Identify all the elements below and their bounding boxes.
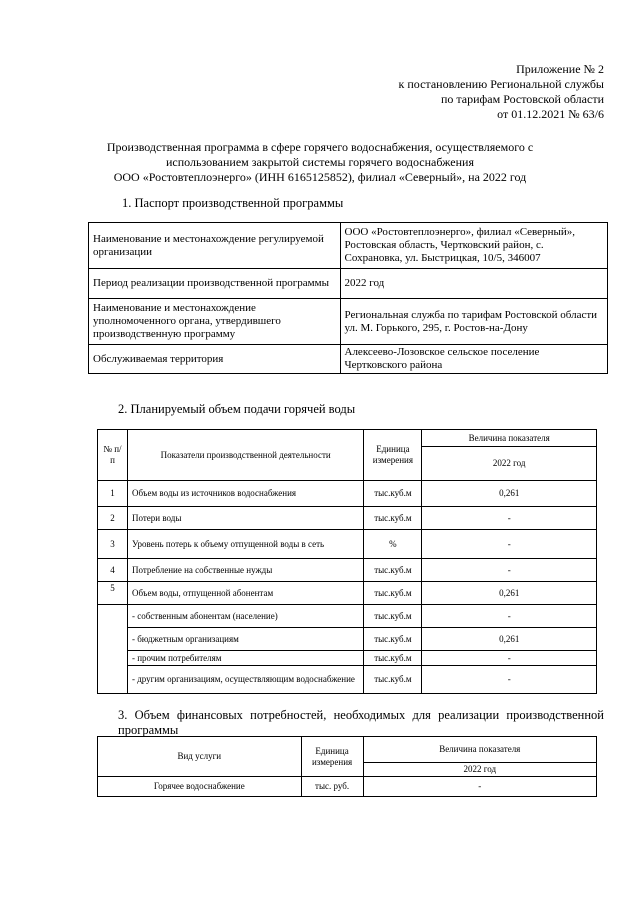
row-num: 3 [98,530,128,559]
header-cell: Единица измерения [364,430,422,481]
title-line: Производственная программа в сфере горячего водоснабжения, осуществляемого с [106,140,534,154]
row-name: Объем воды, отпущенной абонентам [127,582,363,605]
row-name: Потери воды [127,507,363,530]
row-name: - прочим потребителям [127,651,363,666]
row-name: - бюджетным организациям [127,628,363,651]
row-service: Горячее водоснабжение [98,777,302,797]
row-name: Потребление на собственные нужды [127,559,363,582]
row-num: 1 [98,481,128,507]
header-cell: Единица измерения [301,737,363,777]
table-cell: 2022 год [340,269,608,299]
table-cell: Период реализации производственной программы [89,269,341,299]
row-name: - собственным абонентам (население) [127,605,363,628]
table-cell: Наименование и местонахождение регулируемой организации [89,223,341,269]
table-cell: Региональная служба по тарифам Ростовской области ул. М. Горького, 295, г. Ростов-на-Дону [340,299,608,345]
appendix-line: Приложение № 2 [516,62,604,76]
header-cell: 2022 год [363,763,596,777]
row-value: 0,261 [422,582,597,605]
row-unit: % [364,530,422,559]
document-title [60,140,580,185]
header-cell: Вид услуги [98,737,302,777]
table-row [98,651,597,666]
passport-table [88,222,608,374]
title-line: ООО «Ростовтеплоэнерго» (ИНН 6165125852), филиал «Северный», на 2022 год [113,170,527,184]
table-cell: Наименование и местонахождение уполномоченного органа, утвердившего производственную программу [89,299,341,345]
table-row [98,530,597,559]
table-row [98,481,597,507]
appendix-line: от 01.12.2021 № 63/6 [497,107,604,121]
row-value: - [422,605,597,628]
row-value: - [422,507,597,530]
row-unit: тыс.куб.м [364,628,422,651]
table-row [89,345,608,374]
table-row [89,299,608,345]
table-row [98,777,597,797]
row-name: - другим организациям, осуществляющим водоснабжение [127,666,363,694]
table-row [98,582,597,605]
header-cell: Величина показателя [422,430,597,447]
row-unit: тыс.куб.м [364,559,422,582]
header-cell: Величина показателя [363,737,596,763]
table-row [98,559,597,582]
row-unit: тыс.куб.м [364,666,422,694]
row-num: 4 [98,559,128,582]
table-row [98,666,597,694]
table-row [98,628,597,651]
row-value: - [422,530,597,559]
financial-table [97,736,597,797]
row-value: - [422,559,597,582]
appendix-block [399,62,604,122]
row-value: 0,261 [422,628,597,651]
row-unit: тыс.куб.м [364,481,422,507]
table-header-row [98,430,597,447]
row-num: 5 [98,582,128,605]
appendix-line: по тарифам Ростовской области [440,92,604,106]
table-cell: Алексеево-Лозовское сельское поселение Чертковского района [340,345,608,374]
table-cell: ООО «Ростовтеплоэнерго», филиал «Северный», Ростовская область, Чертковский район, с. Сохрановка, ул. Быстрицкая, 10/5, 346007 [340,223,608,269]
row-unit: тыс.куб.м [364,582,422,605]
table-header-row [98,737,597,763]
title-line: использованием закрытой системы горячего водоснабжения [166,155,474,169]
header-cell: Показатели производственной деятельности [127,430,363,481]
row-unit: тыс. руб. [301,777,363,797]
row-num [98,605,128,694]
row-unit: тыс.куб.м [364,605,422,628]
table-row [89,269,608,299]
row-value: - [422,651,597,666]
appendix-line: к постановлению Региональной службы [398,77,604,91]
header-cell: 2022 год [422,447,597,481]
table-row [98,507,597,530]
table-row [89,223,608,269]
section2-heading: 2. Планируемый объем подачи горячей воды [118,402,356,416]
row-unit: тыс.куб.м [364,507,422,530]
section3-heading: 3. Объем финансовых потребностей, необходимых для реализации производственной программы [118,708,604,737]
table-cell: Обслуживаемая территория [89,345,341,374]
header-cell: № п/п [98,430,128,481]
row-value: 0,261 [422,481,597,507]
row-value: - [363,777,596,797]
row-name: Объем воды из источников водоснабжения [127,481,363,507]
water-volume-table [97,429,597,694]
row-value: - [422,666,597,694]
section1-heading: 1. Паспорт производственной программы [122,196,344,210]
row-unit: тыс.куб.м [364,651,422,666]
table-row [98,605,597,628]
row-name: Уровень потерь к объему отпущенной воды в сеть [127,530,363,559]
row-num: 2 [98,507,128,530]
